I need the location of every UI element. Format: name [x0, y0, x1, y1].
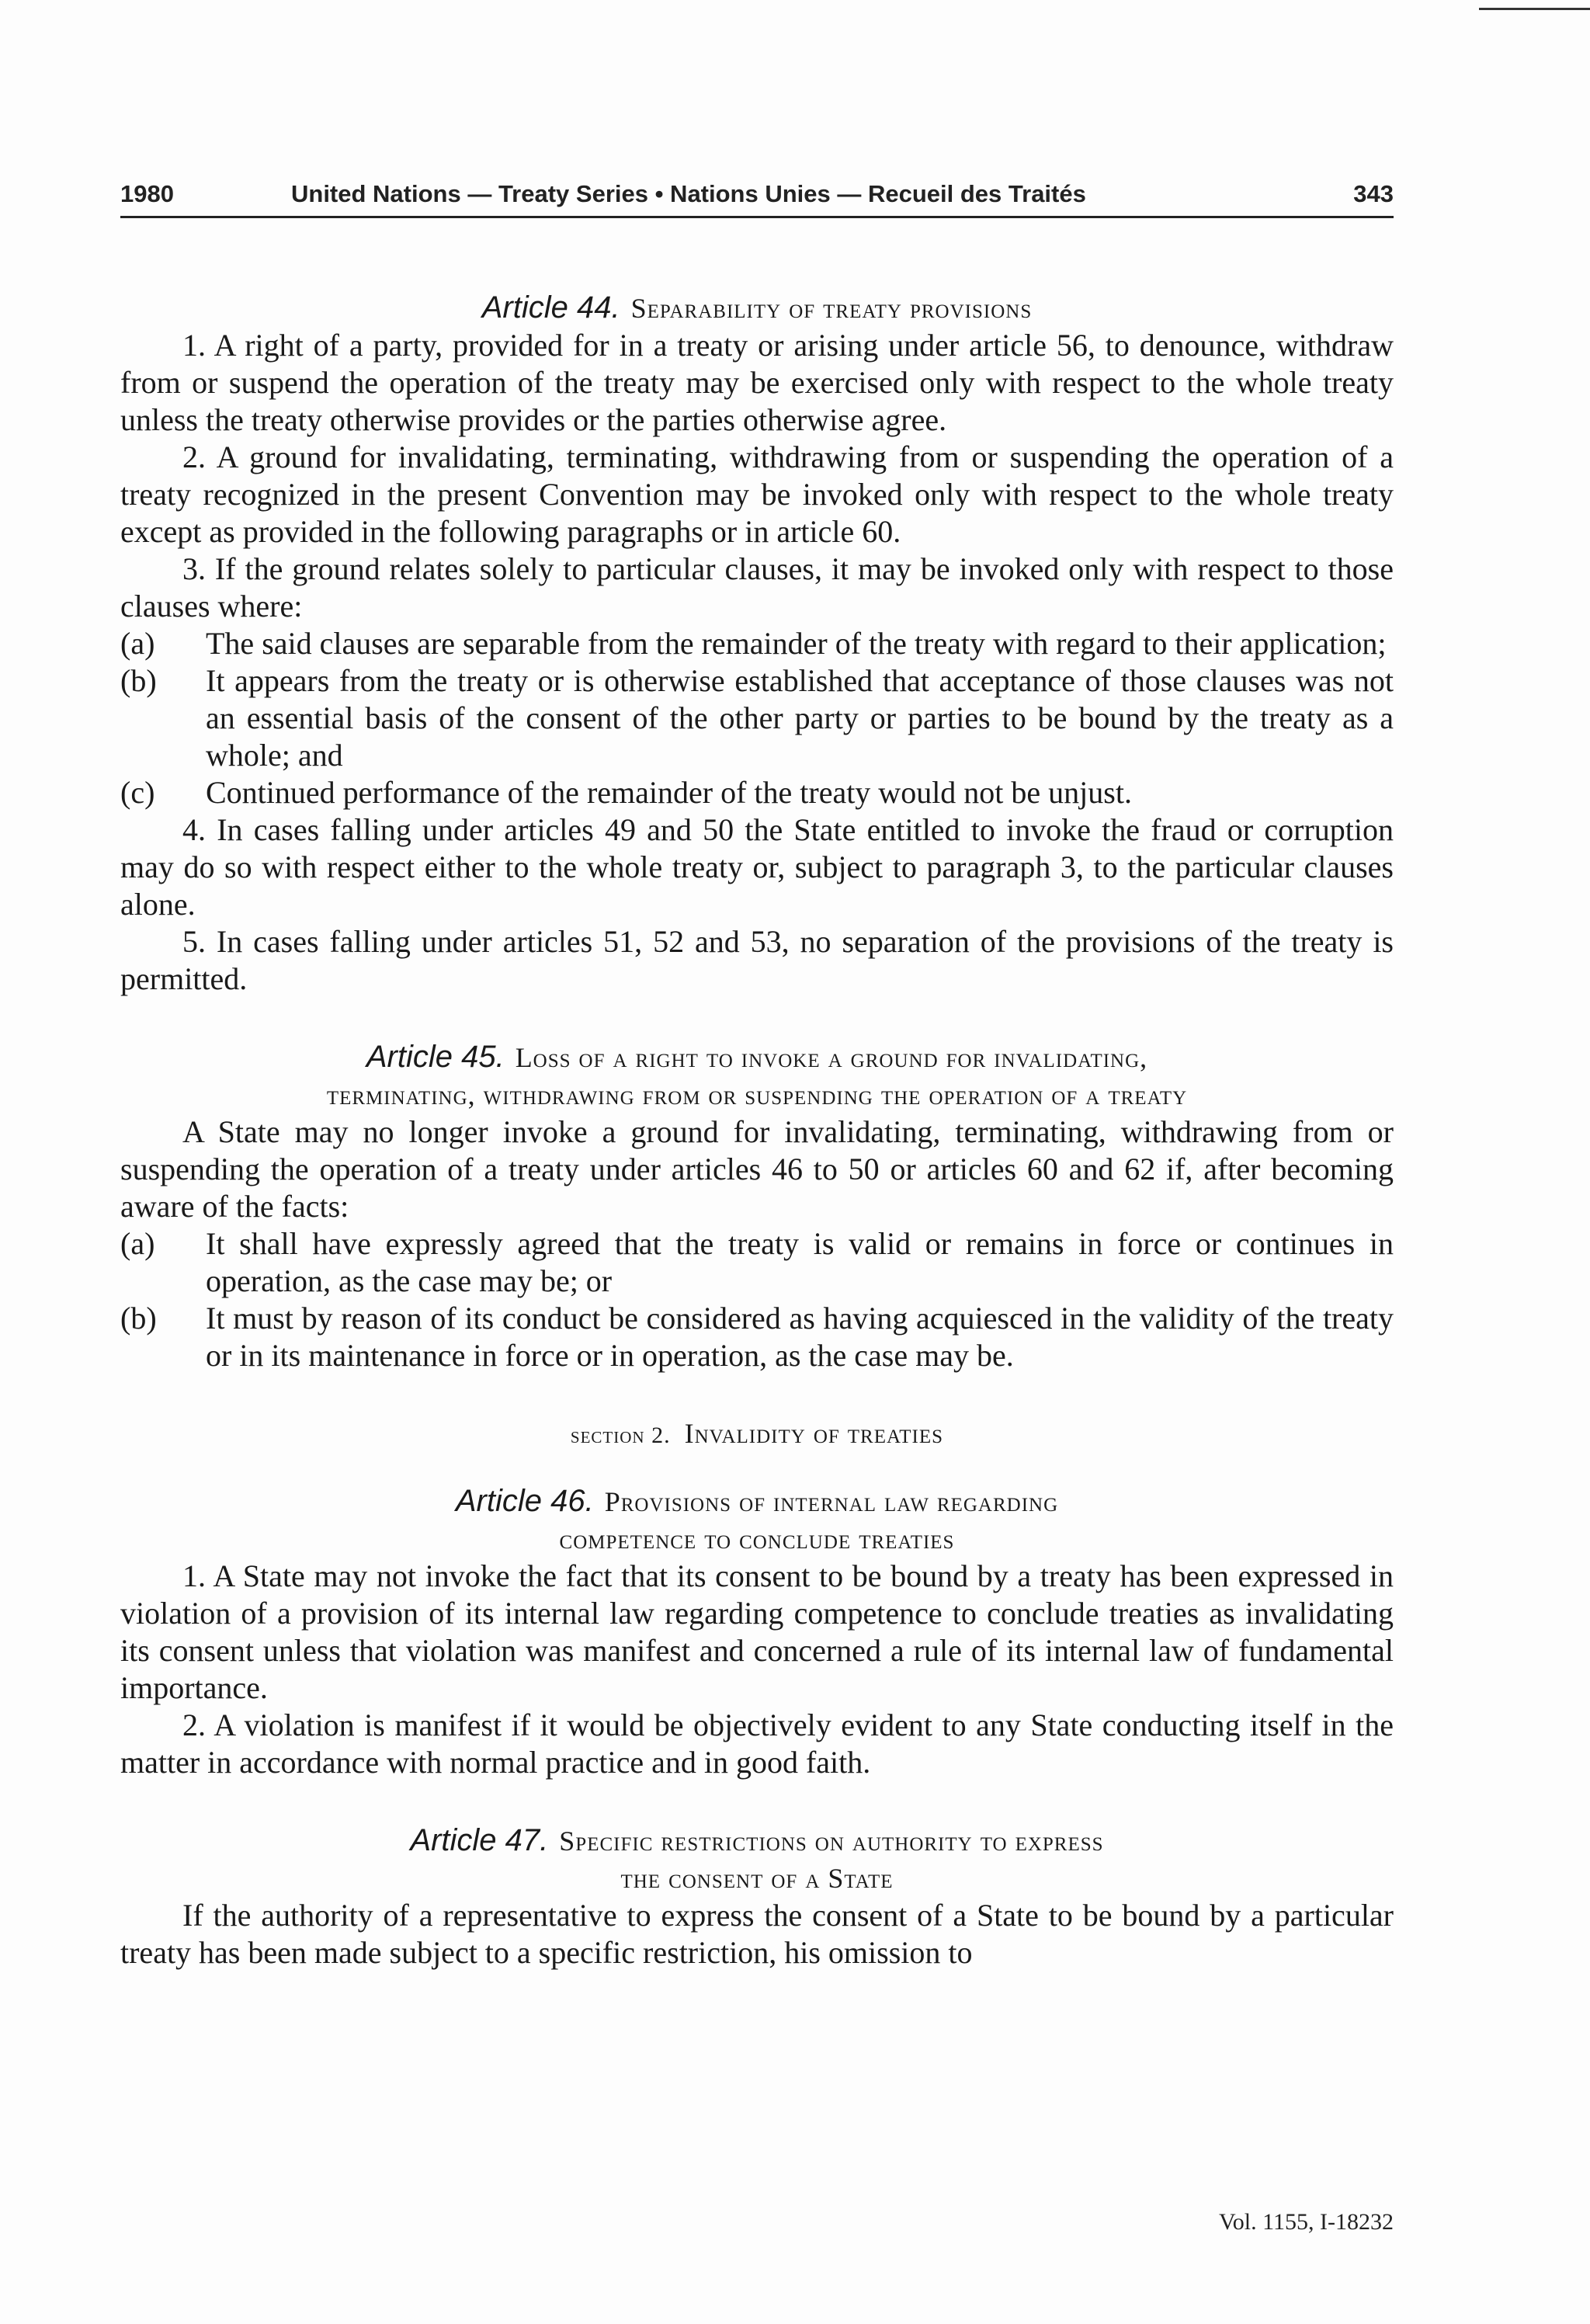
list-item-label: (b) [120, 1301, 157, 1336]
list-item [120, 774, 1394, 811]
list-item-text: The said clauses are separable from the remainder of the treaty with regard to their application; [206, 626, 1387, 661]
article-44-paragraph-5: 5. In cases falling under articles 51, 52 and 53, no separation of the provisions of the treaty is permitted. [120, 924, 1394, 996]
top-edge-rule [1479, 8, 1590, 10]
list-item-label: (b) [120, 663, 157, 698]
volume-reference: Vol. 1155, I-18232 [1219, 2209, 1394, 2235]
article-44-paragraph-3: 3. If the ground relates solely to particular clauses, it may be invoked only with respect to those clauses where: [120, 551, 1394, 624]
list-item [120, 1300, 1394, 1374]
list-item [120, 625, 1394, 662]
article-44-title: Separability of treaty provisions [630, 293, 1033, 324]
list-item-label: (c) [120, 775, 155, 810]
list-item [120, 1225, 1394, 1300]
header-rule [120, 216, 1394, 218]
article-44-paragraph-1: 1. A right of a party, provided for in a treaty or arising under article 56, to denounce, withdraw from or suspend the operation of the treaty may be exercised only with respect to the whole treaty unless the treaty otherwise provides or the parties otherwise agree. [120, 328, 1394, 437]
article-44-number: Article 44. [481, 290, 620, 325]
section-title: Invalidity of treaties [684, 1418, 944, 1449]
spacer [120, 1781, 1394, 1822]
spacer [120, 998, 1394, 1038]
list-item-text: It appears from the treaty or is otherwise established that acceptance of those clauses was not an essential basis of the consent of the other party or parties to be bound by the treaty as a whole; and [206, 663, 1394, 773]
article-44-heading [120, 289, 1394, 327]
list-item-label: (a) [120, 626, 155, 661]
spacer [120, 1374, 1394, 1415]
article-47-title-line-1: Specific restrictions on authority to express [559, 1826, 1104, 1857]
spacer [120, 1454, 1394, 1482]
section-2-heading [120, 1415, 1394, 1454]
section-number: section 2. [570, 1423, 671, 1448]
header-series-title: United Nations — Treaty Series • Nations Unies — Recueil des Traités [291, 180, 1086, 207]
article-46-title-line-2: competence to conclude treaties [559, 1523, 955, 1555]
article-47-number: Article 47. [410, 1823, 549, 1857]
document-body [120, 289, 1394, 1971]
article-47-title-line-2: the consent of a State [620, 1863, 894, 1894]
article-45-heading [120, 1038, 1394, 1113]
article-45-number: Article 45. [366, 1040, 505, 1074]
list-item-text: It shall have expressly agreed that the treaty is valid or remains in force or continues in operation, as the case may be; or [206, 1226, 1394, 1298]
list-item-text: It must by reason of its conduct be considered as having acquiesced in the validity of the treaty or in its maintenance in force or in operation, as the case may be. [206, 1301, 1394, 1373]
article-44-paragraph-2: 2. A ground for invalidating, terminating, withdrawing from or suspending the operation of a treaty recognized in the present Convention may be invoked only with respect to the whole treaty except as provided in the following paragraphs or in article 60. [120, 439, 1394, 549]
article-44-paragraph-4: 4. In cases falling under articles 49 and 50 the State entitled to invoke the fraud or corruption may do so with respect either to the whole treaty or, subject to paragraph 3, to the particular clauses alone. [120, 812, 1394, 922]
article-46-number: Article 46. [455, 1484, 594, 1518]
article-45-intro: A State may no longer invoke a ground for invalidating, terminating, withdrawing from or suspending the operation of a treaty under articles 46 to 50 or articles 60 and 62 if, after becoming aware of the facts: [120, 1114, 1394, 1224]
article-45-title-line-2: terminating, withdrawing from or suspending the operation of a treaty [326, 1079, 1188, 1110]
list-item-text: Continued performance of the remainder of the treaty would not be unjust. [206, 775, 1132, 810]
running-header [120, 180, 1394, 214]
list-item [120, 662, 1394, 774]
article-45-title-line-1: Loss of a right to invoke a ground for invalidating, [515, 1042, 1148, 1073]
article-46-heading [120, 1482, 1394, 1558]
article-46-paragraph-2: 2. A violation is manifest if it would be objectively evident to any State conducting itself in the matter in accordance with normal practice and in good faith. [120, 1707, 1394, 1780]
article-46-paragraph-1: 1. A State may not invoke the fact that its consent to be bound by a treaty has been expressed in violation of a provision of its internal law regarding competence to conclude treaties as invalidating its consent unless that violation was manifest and concerned a rule of its internal law of fundamental importance. [120, 1558, 1394, 1705]
list-item-label: (a) [120, 1226, 155, 1261]
header-page-number: 343 [1353, 180, 1394, 207]
article-47-heading [120, 1822, 1394, 1897]
article-46-title-line-1: Provisions of internal law regarding [604, 1486, 1059, 1517]
header-year: 1980 [120, 180, 174, 207]
article-47-paragraph-1: If the authority of a representative to express the consent of a State to be bound by a particular treaty has been made subject to a specific restriction, his omission to [120, 1898, 1394, 1970]
